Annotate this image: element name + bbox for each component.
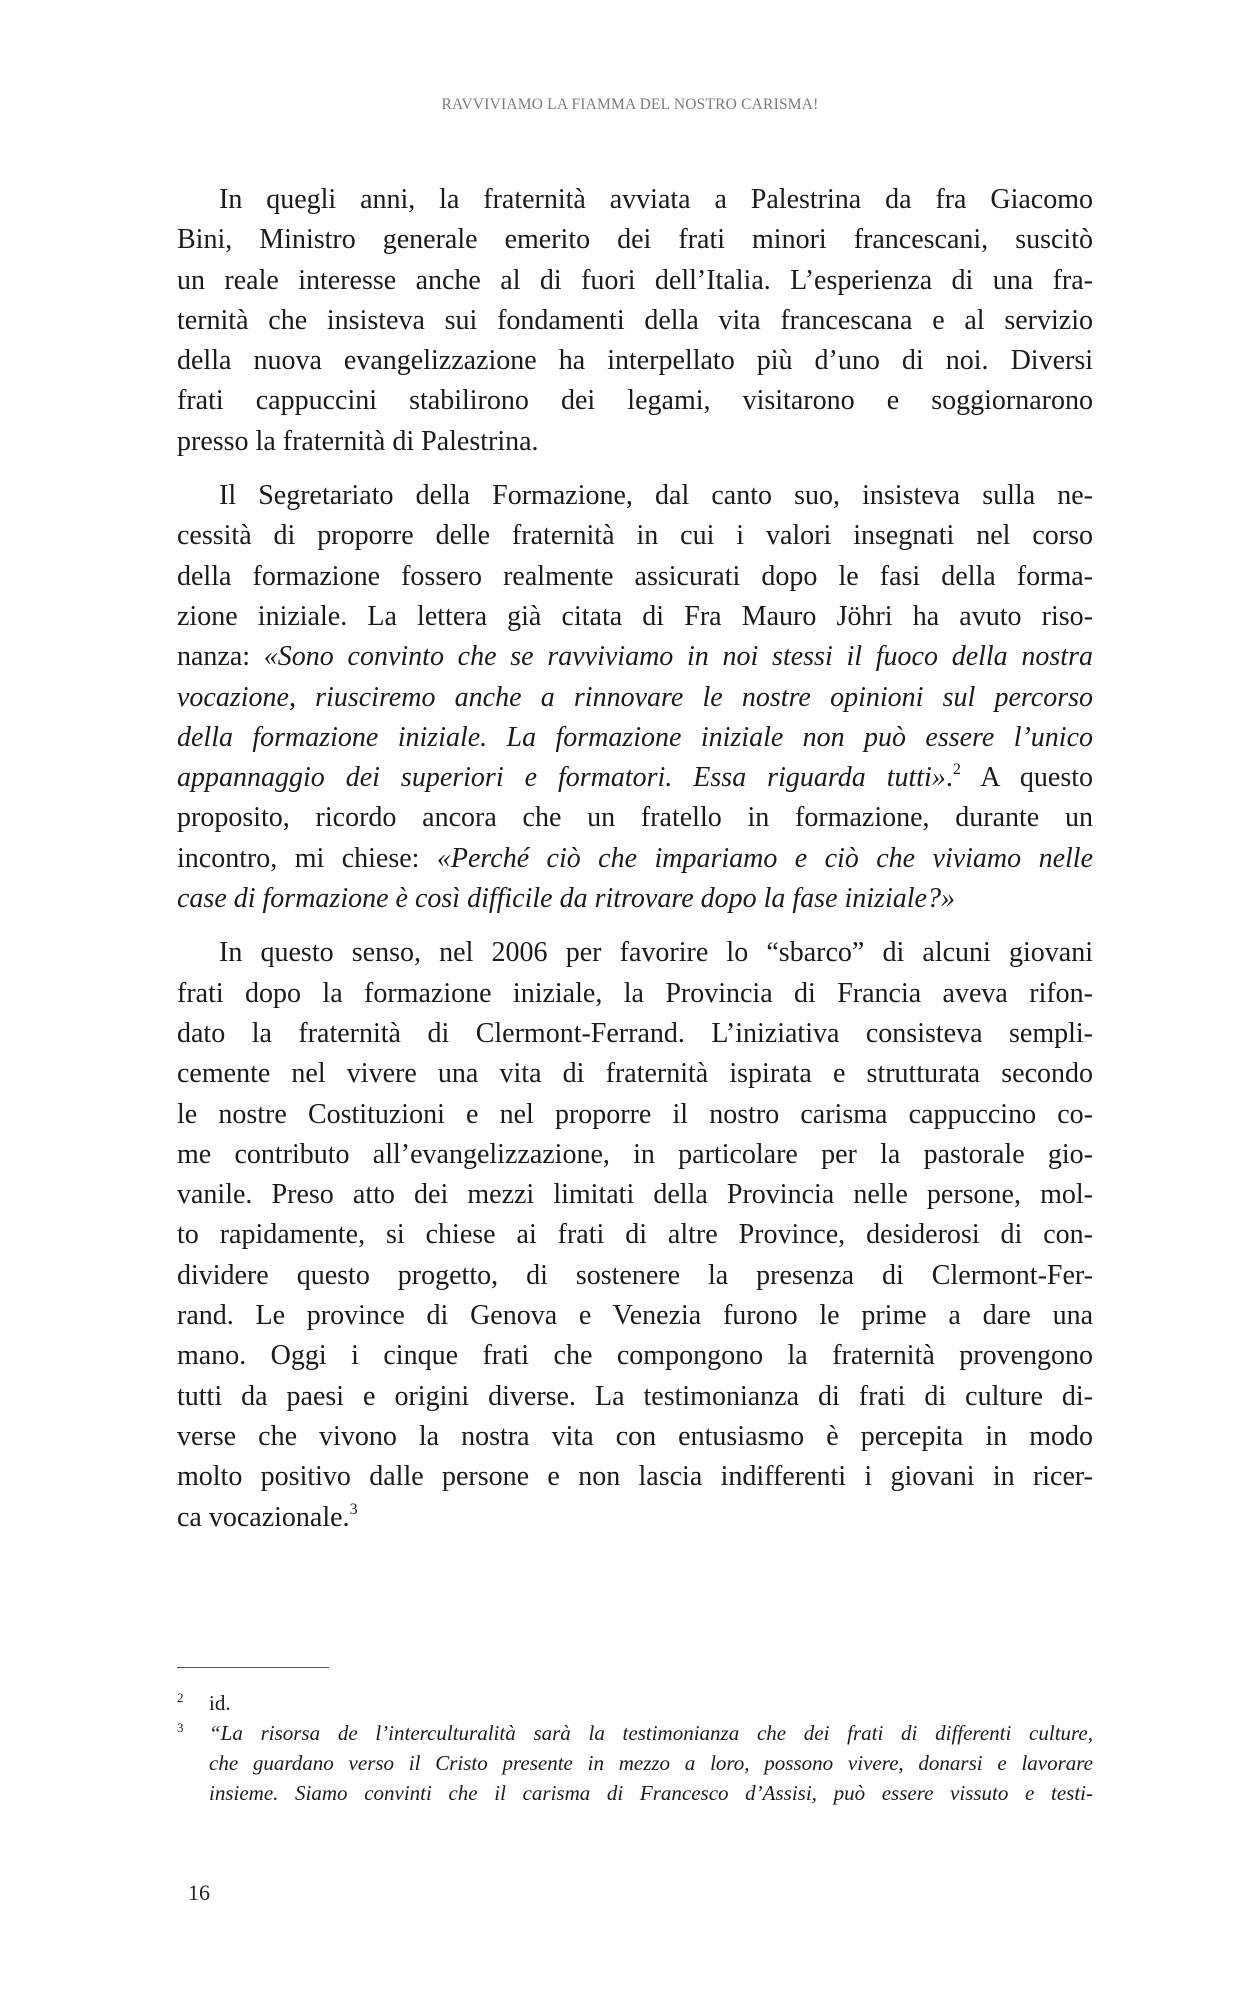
text-line: tutti da paesi e origini diverse. La testimonianza di frati di culture di- bbox=[177, 1380, 1093, 1412]
text-line: presso la fraternità di Palestrina. bbox=[177, 425, 539, 457]
footnote-ref-3[interactable]: 3 bbox=[349, 1500, 358, 1518]
running-header: RAVVIVIAMO LA FIAMMA DEL NOSTRO CARISMA! bbox=[441, 96, 819, 113]
quotation: «Perché ciò che impariamo e ciò che viviamo nelle bbox=[436, 842, 1093, 874]
text-line bbox=[177, 879, 1093, 919]
body-text bbox=[177, 180, 1093, 1538]
footnote-text: insieme. Siamo convinti che il carisma di Francesco d’Assisi, può essere vissuto e testi- bbox=[209, 1781, 1093, 1805]
text-line bbox=[177, 637, 1093, 677]
footnote-text: id. bbox=[209, 1691, 231, 1715]
quotation: «Sono convinto che se ravviviamo in noi stessi il fuoco della nostra bbox=[263, 641, 1093, 673]
text-line: dividere questo progetto, di sostenere la presenza di Clermont-Fer- bbox=[177, 1259, 1093, 1291]
text-run: ca vocazionale. bbox=[177, 1501, 350, 1533]
footnote-3-line bbox=[177, 1778, 1093, 1808]
text-line: cessità di proporre delle fraternità in cui i valori insegnati nel corso bbox=[177, 520, 1093, 552]
footnote-text: “La risorsa de l’interculturalità sarà la testimonianza che dei frati di differenti culture, bbox=[209, 1721, 1093, 1745]
text-run: A questo bbox=[960, 762, 1093, 794]
page-number: 16 bbox=[188, 1880, 210, 1905]
text-run: incontro, mi chiese: bbox=[177, 842, 437, 874]
text-line: vanile. Preso atto dei mezzi limitati della Provincia nelle persone, mol- bbox=[177, 1179, 1093, 1211]
text-line bbox=[177, 718, 1093, 758]
text-line: In questo senso, nel 2006 per favorire lo “sbarco” di alcuni giovani bbox=[219, 937, 1093, 969]
text-line: me contributo all’evangelizzazione, in particolare per la pastorale gio- bbox=[177, 1138, 1093, 1170]
quotation: della formazione iniziale. La formazione iniziale non può essere l’unico bbox=[177, 721, 1093, 753]
text-line: un reale interesse anche al di fuori dell’Italia. L’esperienza di una fra- bbox=[177, 264, 1093, 296]
text-line: dato la fraternità di Clermont-Ferrand. L’iniziativa consisteva sempli- bbox=[177, 1017, 1093, 1049]
paragraph-1 bbox=[177, 180, 1093, 462]
text-line: Il Segretariato della Formazione, dal canto suo, insisteva sulla ne- bbox=[219, 480, 1093, 512]
text-line: frati cappuccini stabilirono dei legami, visitarono e soggiornarono bbox=[177, 385, 1093, 417]
text-line: cemente nel vivere una vita di fraternità ispirata e strutturata secondo bbox=[177, 1058, 1093, 1090]
text-line bbox=[177, 839, 1093, 879]
text-line bbox=[177, 678, 1093, 718]
footnotes bbox=[177, 1688, 1093, 1808]
text-line: frati dopo la formazione iniziale, la Provincia di Francia aveva rifon- bbox=[177, 977, 1093, 1009]
text-line: to rapidamente, si chiese ai frati di altre Province, desiderosi di con- bbox=[177, 1219, 1093, 1251]
footnote-text: che guardano verso il Cristo presente in mezzo a loro, possono vivere, donarsi e lavorare bbox=[209, 1751, 1093, 1775]
text-line: ternità che insisteva sui fondamenti della vita francescana e al servizio bbox=[177, 304, 1093, 336]
quotation: vocazione, riusciremo anche a rinnovare le nostre opinioni sul percorso bbox=[177, 681, 1093, 713]
quotation: appannaggio dei superiori e formatori. Essa riguarda tutti» bbox=[177, 762, 946, 794]
text-line: le nostre Costituzioni e nel proporre il nostro carisma cappuccino co- bbox=[177, 1098, 1093, 1130]
text-line: molto positivo dalle persone e non lascia indifferenti i giovani in ricer- bbox=[177, 1461, 1093, 1493]
footnote-separator bbox=[177, 1667, 329, 1668]
text-run: nanza: bbox=[177, 641, 264, 673]
paragraph-3 bbox=[177, 933, 1093, 1537]
text-line: della nuova evangelizzazione ha interpellato più d’uno di noi. Diversi bbox=[177, 345, 1093, 377]
quotation: case di formazione è così difficile da ritrovare dopo la fase iniziale?» bbox=[177, 883, 955, 915]
text-line bbox=[177, 758, 1093, 798]
footnote-2: 2 id. bbox=[177, 1690, 231, 1715]
text-line bbox=[177, 1498, 1093, 1538]
text-line: mano. Oggi i cinque frati che compongono la fraternità provengono bbox=[177, 1340, 1093, 1372]
text-line: verse che vivono la nostra vita con entusiasmo è percepita in modo bbox=[177, 1420, 1093, 1452]
footnote-ref-2[interactable]: 2 bbox=[952, 761, 961, 779]
paragraph-2 bbox=[177, 476, 1093, 919]
text-line: Bini, Ministro generale emerito dei frati minori francescani, suscitò bbox=[177, 224, 1093, 256]
text-line: rand. Le province di Genova e Venezia furono le prime a dare una bbox=[177, 1300, 1093, 1332]
text-line: In quegli anni, la fraternità avviata a Palestrina da fra Giacomo bbox=[219, 184, 1093, 215]
text-line: della formazione fossero realmente assicurati dopo le fasi della forma- bbox=[177, 560, 1093, 592]
footnote-3-line bbox=[177, 1748, 1093, 1778]
text-run: . bbox=[945, 762, 953, 794]
text-line: zione iniziale. La lettera già citata di Fra Mauro Jöhri ha avuto riso- bbox=[177, 600, 1093, 632]
text-line: proposito, ricordo ancora che un fratello in formazione, durante un bbox=[177, 802, 1093, 834]
footnote-3: 3 “La risorsa de l’interculturalità sarà la testimonianza che dei frati di differenti culture, bbox=[177, 1720, 1093, 1745]
